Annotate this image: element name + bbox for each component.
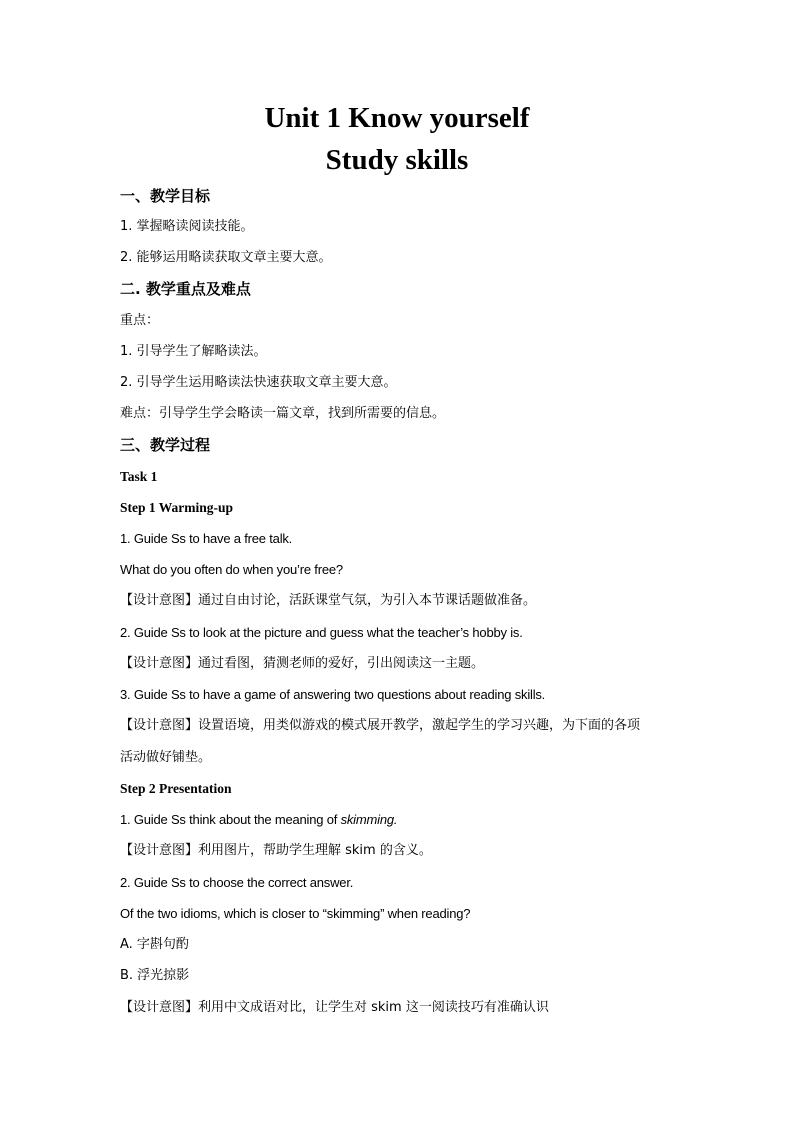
key-point-item: 2. 引导学生运用略读法快速获取文章主要大意。 — [120, 375, 397, 390]
step-line: 3. Guide Ss to have a game of answering two questions about reading skills. — [120, 687, 546, 702]
key-point-item: 1. 引导学生了解略读法。 — [120, 344, 267, 359]
task-label: Task 1 — [120, 469, 158, 484]
section-heading-key-points: 二. 教学重点及难点 — [120, 280, 251, 298]
difficulty-text: 难点：引导学生学会略读一篇文章，找到所需要的信息。 — [120, 406, 446, 421]
design-intent-line: 【设计意图】利用图片，帮助学生理解 skim 的含义。 — [120, 843, 432, 858]
document-title: Unit 1 Know yourself — [264, 102, 530, 134]
step-line: 1. Guide Ss to have a free talk. — [120, 531, 293, 546]
step-line — [120, 810, 397, 830]
skimming-term: skimming. — [340, 812, 398, 827]
question-line: Of the two idioms, which is closer to “skimming” when reading? — [120, 906, 471, 921]
objective-item: 2. 能够运用略读获取文章主要大意。 — [120, 250, 332, 265]
design-intent-line-cont: 活动做好铺垫。 — [120, 750, 212, 765]
document-subtitle: Study skills — [325, 144, 469, 176]
step-line: 2. Guide Ss to look at the picture and guess what the teacher’s hobby is. — [120, 625, 523, 640]
key-points-label: 重点： — [120, 313, 160, 328]
step-line-text: 1. Guide Ss think about the meaning of — [120, 812, 341, 827]
design-intent-line: 【设计意图】利用中文成语对比，让学生对 skim 这一阅读技巧有准确认识 — [120, 1000, 549, 1015]
step-line: 2. Guide Ss to choose the correct answer. — [120, 875, 354, 890]
design-intent-line: 【设计意图】通过看图，猜测老师的爱好，引出阅读这一主题。 — [120, 656, 485, 671]
section-heading-objectives: 一、教学目标 — [120, 187, 211, 205]
option-a: A. 字斟句酌 — [120, 937, 189, 952]
step-line: What do you often do when you’re free? — [120, 562, 343, 577]
option-b: B. 浮光掠影 — [120, 968, 190, 983]
design-intent-line: 【设计意图】设置语境，用类似游戏的模式展开教学，激起学生的学习兴趣，为下面的各项 — [120, 718, 641, 733]
section-heading-process: 三、教学过程 — [120, 436, 211, 454]
objective-item: 1. 掌握略读阅读技能。 — [120, 219, 254, 234]
step-title: Step 2 Presentation — [120, 781, 232, 796]
step-title: Step 1 Warming-up — [120, 500, 234, 515]
design-intent-line: 【设计意图】通过自由讨论，活跃课堂气氛，为引入本节课话题做准备。 — [120, 593, 537, 608]
